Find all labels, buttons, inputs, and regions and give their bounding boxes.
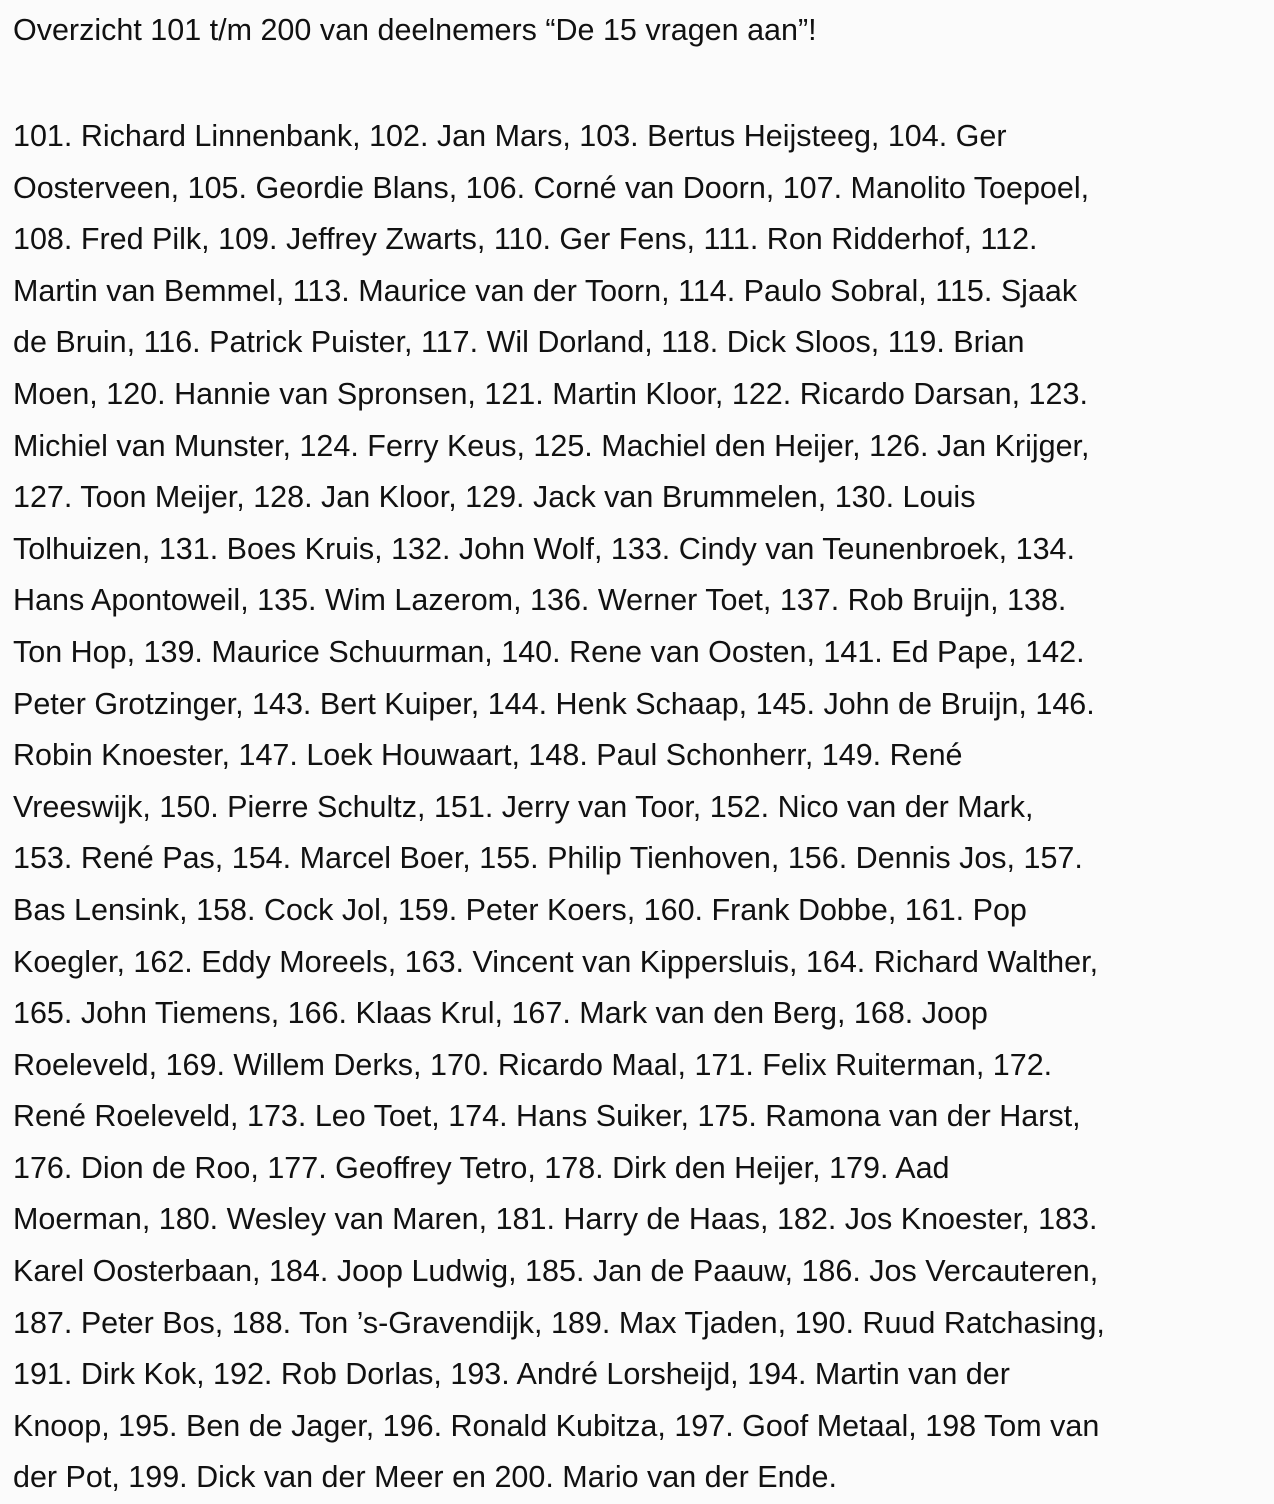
text-line: 101. Richard Linnenbank, 102. Jan Mars, 103. Bertus Heijsteeg, 104. Ger — [13, 119, 1007, 153]
text-line: Michiel van Munster, 124. Ferry Keus, 125. Machiel den Heijer, 126. Jan Krijger, — [13, 428, 1090, 463]
text-line: René Roeleveld, 173. Leo Toet, 174. Hans Suiker, 175. Ramona van der Harst, — [13, 1099, 1081, 1134]
text-line: Hans Apontoweil, 135. Wim Lazerom, 136. Werner Toet, 137. Rob Bruijn, 138. — [13, 583, 1067, 618]
text-line: 187. Peter Bos, 188. Ton ’s-Gravendijk, 189. Max Tjaden, 190. Ruud Ratchasing, — [13, 1305, 1105, 1340]
text-line: Knoop, 195. Ben de Jager, 196. Ronald Kubitza, 197. Goof Metaal, 198 Tom van — [13, 1408, 1100, 1443]
text-line: der Pot, 199. Dick van der Meer en 200. Mario van der Ende. — [13, 1460, 837, 1495]
text-line: 127. Toon Meijer, 128. Jan Kloor, 129. Jack van Brummelen, 130. Louis — [13, 480, 976, 515]
text-line: Bas Lensink, 158. Cock Jol, 159. Peter Koers, 160. Frank Dobbe, 161. Pop — [13, 892, 1027, 927]
text-line: de Bruin, 116. Patrick Puister, 117. Wil Dorland, 118. Dick Sloos, 119. Brian — [13, 325, 1025, 360]
text-line: Moerman, 180. Wesley van Maren, 181. Harry de Haas, 182. Jos Knoester, 183. — [13, 1202, 1098, 1237]
document-title: Overzicht 101 t/m 200 van deelnemers “De 15 vragen aan”! — [13, 13, 817, 47]
participant-list — [13, 111, 1273, 1504]
text-line: Peter Grotzinger, 143. Bert Kuiper, 144. Henk Schaap, 145. John de Bruijn, 146. — [13, 686, 1095, 721]
text-line: Karel Oosterbaan, 184. Joop Ludwig, 185. Jan de Paauw, 186. Jos Vercauteren, — [13, 1254, 1099, 1289]
text-line: Ton Hop, 139. Maurice Schuurman, 140. Rene van Oosten, 141. Ed Pape, 142. — [13, 634, 1085, 669]
text-line: Vreeswijk, 150. Pierre Schultz, 151. Jerry van Toor, 152. Nico van der Mark, — [13, 789, 1034, 824]
text-line: Oosterveen, 105. Geordie Blans, 106. Corné van Doorn, 107. Manolito Toepoel, — [13, 170, 1090, 205]
text-line: Koegler, 162. Eddy Moreels, 163. Vincent van Kippersluis, 164. Richard Walther, — [13, 944, 1099, 979]
text-line: 176. Dion de Roo, 177. Geoffrey Tetro, 178. Dirk den Heijer, 179. Aad — [13, 1150, 950, 1185]
text-line: 153. René Pas, 154. Marcel Boer, 155. Philip Tienhoven, 156. Dennis Jos, 157. — [13, 841, 1083, 876]
text-line: Robin Knoester, 147. Loek Houwaart, 148. Paul Schonherr, 149. René — [13, 738, 963, 773]
text-line: Tolhuizen, 131. Boes Kruis, 132. John Wolf, 133. Cindy van Teunenbroek, 134. — [13, 531, 1075, 566]
text-line: 191. Dirk Kok, 192. Rob Dorlas, 193. André Lorsheijd, 194. Martin van der — [13, 1357, 1010, 1392]
text-line: Martin van Bemmel, 113. Maurice van der Toorn, 114. Paulo Sobral, 115. Sjaak — [13, 273, 1078, 308]
text-line: 165. John Tiemens, 166. Klaas Krul, 167. Mark van den Berg, 168. Joop — [13, 996, 988, 1031]
text-line: 108. Fred Pilk, 109. Jeffrey Zwarts, 110. Ger Fens, 111. Ron Ridderhof, 112. — [13, 222, 1038, 257]
text-line: Moen, 120. Hannie van Spronsen, 121. Martin Kloor, 122. Ricardo Darsan, 123. — [13, 376, 1088, 411]
text-line: Roeleveld, 169. Willem Derks, 170. Ricardo Maal, 171. Felix Ruiterman, 172. — [13, 1047, 1053, 1082]
